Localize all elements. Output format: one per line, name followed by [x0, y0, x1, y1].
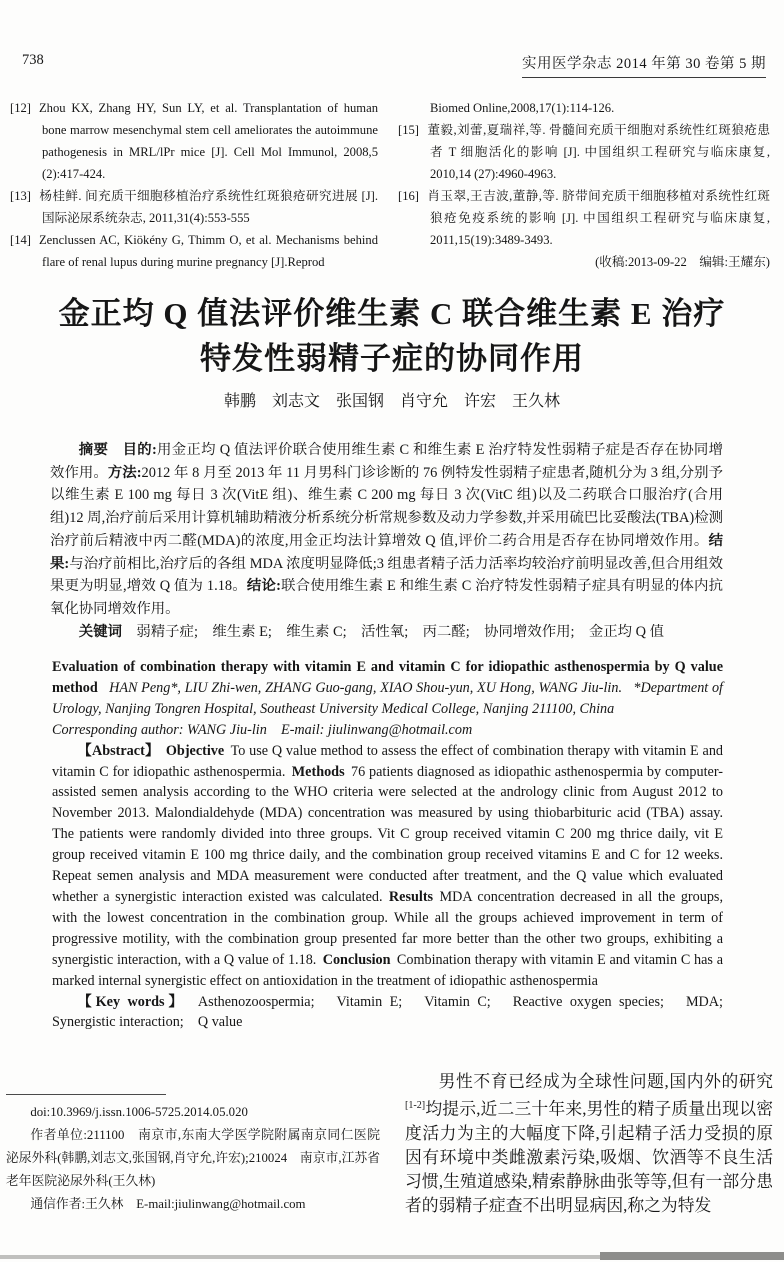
english-affiliation: *Department of Urology, Nanjing Tongren Hospital, Southeast University Medical College, Nanjing 211100, China [52, 679, 723, 717]
article-title-line2: 特发性弱精子症的协同作用 [200, 341, 584, 376]
conclusion-en-text: Combination therapy with vitamin E and vitamin C has a marked internal synergistic effect on antioxidation in the treatment of idiopathic asthenospermia [52, 951, 723, 989]
scan-bottom-bar-dark [600, 1252, 784, 1260]
abstract-en-label: 【Abstract】 [77, 742, 160, 759]
conclusion-label: 结论: [246, 578, 281, 595]
keywords-text: 弱精子症; 维生素 E; 维生素 C; 活性氧; 丙二醛; 协同增效作用; 金正均 Q 值 [136, 623, 665, 640]
corresponding-author-text: Corresponding author: WANG Jiu-lin E-mail: jiulinwang@hotmail.com [52, 721, 473, 738]
page-number: 738 [22, 52, 44, 68]
references-column-left [10, 97, 378, 273]
intro-paragraph [405, 1070, 773, 1218]
reference-label: [14] [10, 233, 31, 247]
reference-text: 杨桂鲜. 间充质干细胞移植治疗系统性红斑狼疮研究进展 [J]. 国际泌尿系统杂志, 2011,31(4):553-555 [38, 189, 378, 225]
references-column-right [398, 97, 770, 273]
objective-en-text: To use Q value method to assess the effect of combination therapy with vitamin E and vitamin C for idiopathic asthenospermia. [52, 742, 724, 780]
footnote-divider [6, 1094, 166, 1095]
methods-en-label: Methods [291, 763, 345, 780]
reference-text: Biomed Online,2008,17(1):114-126. [430, 101, 615, 115]
intro-text-before: 男性不育已经成为全球性问题,国内外的研究 [438, 1072, 773, 1091]
abstract-paragraph [50, 439, 723, 621]
corresponding-author-line [52, 720, 723, 741]
english-abstract [52, 741, 723, 992]
chinese-abstract [50, 439, 723, 643]
reference-label: [15] [398, 123, 419, 137]
reference-item [10, 229, 378, 273]
reference-item [10, 97, 378, 185]
keywords-label: 关键词 [78, 623, 122, 640]
reference-label: [13] [10, 189, 31, 203]
doi-line: doi:10.3969/j.issn.1006-5725.2014.05.020 [30, 1105, 248, 1119]
article-title [0, 291, 784, 381]
english-title: Evaluation of combination therapy with vitamin E and vitamin C for idiopathic asthenospermia by Q value method [52, 659, 723, 696]
reference-text: Zhou KX, Zhang HY, Sun LY, et al. Transplantation of human bone marrow mesenchymal stem cell ameliorates the autoimmune pathogenesis in MRL/lPr mice [J]. Cell Mol Immunol, 2008,5 (2):417-424. [38, 101, 378, 181]
results-en-label: Results [388, 888, 434, 905]
reference-item [398, 185, 770, 251]
methods-en-text: 76 patients diagnosed as idiopathic asthenospermia by computer-assisted semen analysis according to the WHO criteria were selected at the andrology clinic from August 2012 to November 2013. Malondialdehyde (MDA) concentration was measured by using thiobarbituric acid (TBA) assay. The patients were randomly divided into three groups. Vit C group received vitamin C 200 mg thrice daily, vit E group received vitamin E 100 mg thrice daily, and the combination group received vitamins E and C for 12 weeks. Repeat semen analysis and MDA measurement were conducted after treatment, and the Q value which evaluated whether a synergistic interaction existed was calculated. [52, 763, 723, 905]
reference-text: 董毅,刘蕾,夏瑞祥,等. 骨髓间充质干细胞对系统性红斑狼疮患者 T 细胞活化的影响 [J]. 中国组织工程研究与临床康复, 2010,14 (27):4960-4963. [426, 123, 770, 181]
keywords-en-text: Asthenozoospermia; Vitamin E; Vitamin C; Reactive oxygen species; MDA; Synergistic interaction; Q value [52, 993, 738, 1031]
footnote-block [6, 1094, 380, 1216]
journal-name: 实用医学杂志 2014 年第 30 卷第 5 期 [522, 52, 766, 78]
page-header [22, 52, 766, 78]
reference-label: [16] [398, 189, 419, 203]
english-authors: HAN Peng*, LIU Zhi-wen, ZHANG Guo-gang, XIAO Shou-yun, XU Hong, WANG Jiu-lin. [109, 679, 622, 696]
english-keywords [52, 992, 738, 1034]
objective-label: 目的: [122, 442, 157, 458]
reference-item [398, 97, 770, 119]
reference-text: 肖玉翠,王吉波,董静,等. 脐带间充质干细胞移植对系统性红斑狼疮免疫系统的影响 [J]. 中国组织工程研究与临床康复, 2011,15(19):3489-3493. [426, 189, 770, 247]
results-label: 结果: [50, 532, 723, 572]
methods-label: 方法: [107, 464, 142, 481]
english-title-authors [52, 657, 723, 720]
conclusion-text: 联合使用维生素 E 和维生素 C 治疗特发性弱精子症具有明显的体内抗氧化协同增效作用。 [50, 578, 724, 617]
article-title-line1: 金正均 Q 值法评价维生素 C 联合维生素 E 治疗 [58, 296, 726, 331]
received-note: (收稿:2013-09-22 编辑:王耀东) [595, 255, 770, 269]
reference-label: [12] [10, 101, 31, 115]
english-section [52, 657, 738, 1033]
reference-text: Zenclussen AC, Kiökény G, Thimm O, et al. Mechanisms behind flare of renal lupus during murine pregnancy [J].Reprod [38, 233, 378, 269]
author-affiliation: 作者单位:211100 南京市,东南大学医学院附属南京同仁医院泌尿外科(韩鹏,刘志文,张国钢,肖守允,许宏);210024 南京市,江苏省老年医院泌尿外科(王久林) [6, 1128, 380, 1188]
methods-text: 2012 年 8 月至 2013 年 11 月男科门诊诊断的 76 例特发性弱精子症患者,随机分为 3 组,分别予以维生素 E 100 mg 每日 3 次(VitE 组)、维生素 C 200 mg 每日 3 次(VitC 组)以及二药联合口服治疗(合用组)12 周,治疗前后采用计算机辅助精液分析系统分析常规参数及动力学参数,并采用硫巴比妥酸法(TBA)检测治疗前后精液中丙二醛(MDA)的浓度,用金正均法计算增效 Q 值,评价二药合用是否存在协同增效作用。 [50, 464, 723, 549]
authors-cn: 韩鹏 刘志文 张国钢 肖守允 许宏 王久林 [223, 393, 560, 410]
keywords-en-label: 【Key words】 [77, 993, 187, 1010]
citation-superscript: [1-2] [405, 1100, 426, 1111]
abstract-label: 摘要 [78, 442, 109, 458]
corresponding-author-footnote: 通信作者:王久林 E-mail:jiulinwang@hotmail.com [30, 1197, 306, 1211]
results-en-text: MDA concentration decreased in all the groups, with the lowest concentration in the combination group. While all the groups achieved improvement in term of progressive motility, with the combination group presented far more better than the other two groups, exhibiting a synergistic interaction, with a Q value of 1.18. [52, 888, 723, 968]
intro-text-after: 均提示,近二三十年来,男性的精子质量出现以密度活力为主的大幅度下降,引起精子活力受损的原因有环境中类雌激素污染,吸烟、饮酒等不良生活习惯,生殖道感染,精索静脉曲张等等,但有一部分患者的弱精子症查不出明显病因,称之为特发 [405, 1099, 773, 1215]
objective-text: 用金正均 Q 值法评价联合使用维生素 C 和维生素 E 治疗特发性弱精子症是否存在协同增效作用。 [50, 442, 723, 481]
reference-item [398, 119, 770, 185]
intro-column [405, 1070, 773, 1218]
keywords-line [50, 621, 723, 644]
objective-en-label: Objective [165, 742, 225, 759]
conclusion-en-label: Conclusion [322, 951, 391, 968]
results-text: 与治疗前相比,治疗后的各组 MDA 浓度明显降低;3 组患者精子活力活率均较治疗前明显改善,但合用组效果更为明显,增效 Q 值为 1.18。 [50, 555, 723, 595]
reference-item [10, 185, 378, 229]
